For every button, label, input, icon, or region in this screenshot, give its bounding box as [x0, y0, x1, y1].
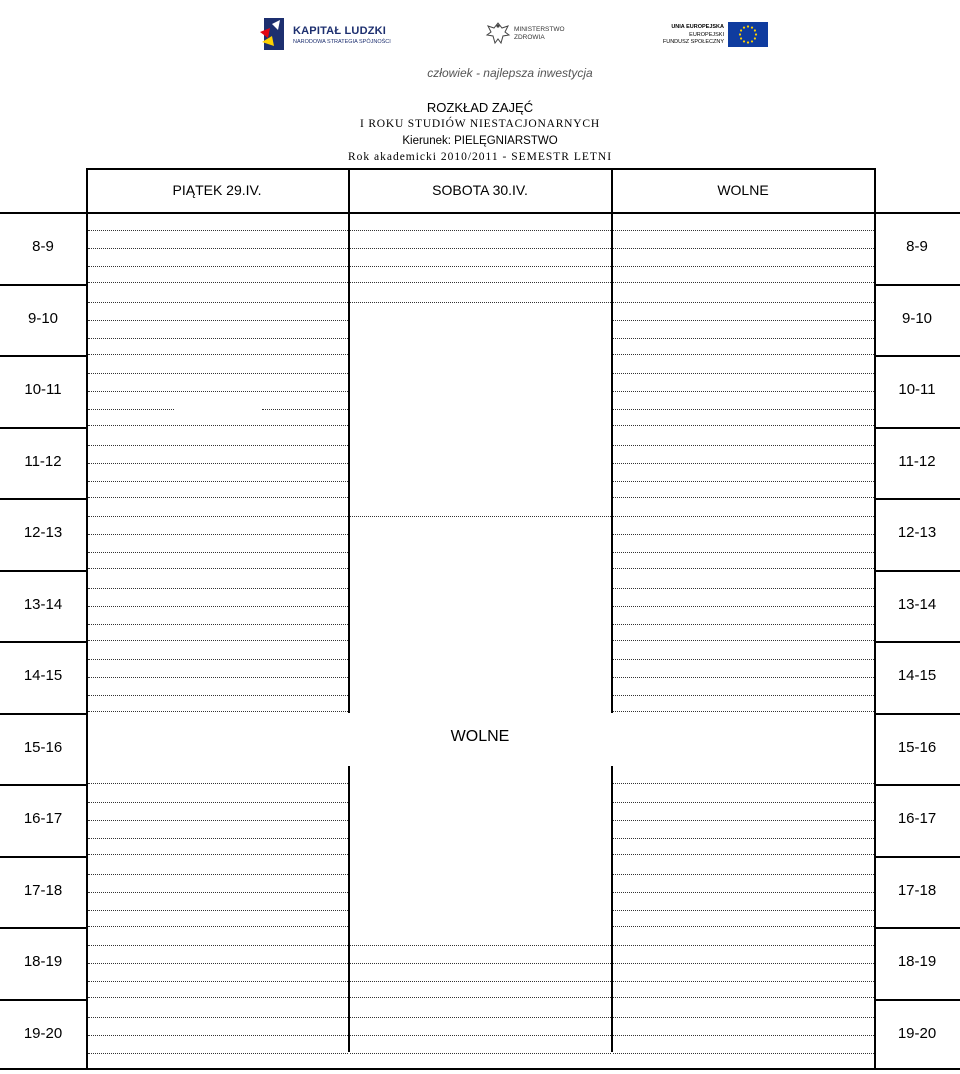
dotted-line — [88, 1053, 348, 1054]
dotted-line — [350, 230, 611, 231]
eu-star-icon — [751, 40, 753, 42]
dotted-line — [613, 945, 874, 946]
dotted-line — [88, 391, 348, 392]
dotted-line — [613, 338, 874, 339]
time-row-separator — [0, 856, 86, 858]
dotted-line — [613, 320, 874, 321]
time-row-separator — [0, 498, 86, 500]
time-label-left: 8-9 — [32, 238, 54, 255]
dotted-line — [613, 373, 874, 374]
dotted-line — [613, 640, 874, 641]
dotted-line — [88, 320, 348, 321]
header-divider-line — [348, 168, 350, 212]
time-label-left: 15-16 — [23, 738, 63, 756]
time-label-right: 19-20 — [897, 1024, 937, 1042]
dotted-line — [88, 266, 348, 267]
time-row-separator — [874, 713, 960, 715]
dotted-line — [613, 588, 874, 589]
dotted-line — [88, 910, 348, 911]
time-row-separator — [0, 713, 86, 715]
dotted-line — [88, 711, 348, 712]
unia-line2: EUROPEJSKI — [689, 32, 724, 38]
dotted-line — [350, 1053, 611, 1054]
dotted-line — [613, 926, 874, 927]
dotted-line — [88, 963, 348, 964]
eu-star-icon — [751, 26, 753, 28]
dotted-line — [88, 981, 348, 982]
time-label-right: 11-12 — [898, 452, 936, 470]
header-bottom-line — [0, 212, 960, 214]
time-label-right: 17-18 — [897, 881, 937, 899]
dotted-line — [613, 409, 874, 410]
dotted-line — [88, 534, 348, 535]
dotted-line — [613, 659, 874, 660]
time-row-separator — [0, 355, 86, 357]
eu-star-icon — [740, 29, 742, 31]
time-row-separator — [0, 427, 86, 429]
eagle-emblem-icon — [483, 20, 513, 46]
dotted-line — [613, 282, 874, 283]
dotted-line — [88, 445, 348, 446]
dotted-line — [613, 802, 874, 803]
dotted-line — [613, 552, 874, 553]
dotted-line — [88, 892, 348, 893]
dotted-line — [88, 302, 348, 303]
dotted-line — [613, 516, 874, 517]
dotted-line — [613, 997, 874, 998]
dotted-line — [88, 874, 348, 875]
dotted-line — [613, 1035, 874, 1036]
dotted-line — [88, 802, 348, 803]
time-row-separator — [0, 641, 86, 643]
dotted-line — [613, 892, 874, 893]
dotted-line — [350, 997, 611, 998]
time-row-separator — [0, 999, 86, 1001]
eu-star-icon — [740, 37, 742, 39]
dotted-line — [88, 820, 348, 821]
dotted-line — [88, 695, 348, 696]
schedule-title: ROZKŁAD ZAJĘĆ — [426, 100, 534, 115]
dotted-line — [350, 1017, 611, 1018]
header-top-line — [86, 168, 876, 170]
kapital-ludzki-emblem-icon — [258, 14, 290, 54]
dotted-line — [350, 981, 611, 982]
header-divider-line — [86, 168, 88, 212]
header-divider-line — [611, 168, 613, 212]
time-row-separator — [0, 570, 86, 572]
time-label-right: 9-10 — [901, 309, 933, 327]
ministerstwo-line2: ZDROWIA — [514, 34, 545, 41]
schedule-semester-line: Rok akademicki 2010/2011 - SEMESTR LETNI — [347, 151, 613, 163]
column-header-free: WOLNE — [717, 182, 769, 198]
schedule-year-line: I ROKU STUDIÓW NIESTACJONARNYCH — [360, 118, 600, 130]
time-label-right: 14-15 — [897, 667, 937, 684]
dotted-line — [88, 481, 348, 482]
dotted-line — [613, 568, 874, 569]
dotted-line — [613, 1053, 874, 1054]
eu-star-icon — [739, 33, 741, 35]
dotted-line — [88, 338, 348, 339]
eu-star-icon — [743, 26, 745, 28]
dotted-line — [88, 926, 348, 927]
grid-bottom-line — [0, 1068, 960, 1070]
dotted-line — [88, 248, 348, 249]
eu-star-icon — [743, 40, 745, 42]
dotted-line — [350, 1035, 611, 1036]
time-row-separator — [874, 427, 960, 429]
dotted-line — [613, 981, 874, 982]
dotted-line — [88, 373, 348, 374]
dotted-line — [613, 391, 874, 392]
dotted-line — [350, 302, 611, 303]
dotted-line — [613, 695, 874, 696]
dotted-line — [613, 963, 874, 964]
time-label-left: 11-12 — [24, 452, 62, 470]
dotted-line — [613, 425, 874, 426]
dotted-line — [88, 640, 348, 641]
time-label-left: 19-20 — [23, 1024, 63, 1042]
dotted-line — [613, 677, 874, 678]
dotted-line — [88, 282, 348, 283]
dotted-line — [613, 354, 874, 355]
time-label-right: 8-9 — [906, 238, 928, 255]
time-label-left: 16-17 — [23, 810, 63, 827]
dotted-line — [613, 445, 874, 446]
time-row-separator — [874, 570, 960, 572]
kapital-ludzki-title: KAPITAŁ LUDZKI — [293, 25, 387, 37]
dotted-line — [88, 838, 348, 839]
dotted-line — [88, 1035, 348, 1036]
time-label-left: 18-19 — [23, 953, 63, 970]
header-divider-line — [874, 168, 876, 212]
column-divider-line — [348, 212, 350, 713]
unia-line1: UNIA EUROPEJSKA — [671, 24, 724, 30]
kapital-ludzki-subtitle: NARODOWA STRATEGIA SPÓJNOŚCI — [293, 39, 391, 45]
time-label-right: 10-11 — [898, 381, 936, 398]
time-label-left: 17-18 — [23, 881, 63, 899]
time-row-separator — [0, 784, 86, 786]
time-row-separator — [874, 498, 960, 500]
time-label-right: 13-14 — [897, 595, 937, 613]
time-row-separator — [0, 284, 86, 286]
dotted-line — [88, 516, 348, 517]
dotted-line — [613, 910, 874, 911]
time-label-right: 15-16 — [897, 738, 937, 756]
dotted-line — [88, 659, 348, 660]
time-row-separator — [874, 999, 960, 1001]
time-label-left: 10-11 — [24, 381, 62, 398]
dotted-line — [88, 997, 348, 998]
time-label-right: 16-17 — [897, 810, 937, 827]
dotted-line — [350, 248, 611, 249]
dotted-line — [88, 425, 348, 426]
time-label-left: 14-15 — [23, 667, 63, 684]
unia-line3: FUNDUSZ SPOŁECZNY — [662, 39, 724, 45]
eu-star-icon — [747, 41, 749, 43]
dotted-line — [613, 230, 874, 231]
time-label-right: 18-19 — [897, 953, 937, 970]
dotted-line — [350, 266, 611, 267]
dotted-line — [88, 552, 348, 553]
dotted-line — [613, 838, 874, 839]
dotted-line — [88, 783, 348, 784]
eu-star-icon — [754, 29, 756, 31]
dotted-line — [613, 481, 874, 482]
dotted-line — [613, 624, 874, 625]
column-header-saturday: SOBOTA 30.IV. — [432, 182, 528, 198]
eu-star-icon — [754, 37, 756, 39]
grid-left-border — [86, 212, 88, 1070]
time-row-separator — [874, 927, 960, 929]
dotted-line — [88, 624, 348, 625]
dotted-line — [88, 1017, 348, 1018]
time-row-separator — [874, 355, 960, 357]
dotted-line — [88, 854, 348, 855]
dotted-line — [350, 516, 611, 517]
time-row-separator — [874, 284, 960, 286]
dotted-line — [88, 588, 348, 589]
dotted-line — [88, 497, 348, 498]
dotted-line — [350, 945, 611, 946]
dotted-line — [88, 463, 348, 464]
time-label-left: 12-13 — [23, 524, 63, 541]
dotted-line — [613, 820, 874, 821]
dotted-line — [350, 963, 611, 964]
dotted-line — [88, 354, 348, 355]
column-divider-line — [348, 766, 350, 1052]
dotted-line — [613, 1017, 874, 1018]
dotted-line — [88, 945, 348, 946]
schedule-field-line: Kierunek: PIELĘGNIARSTWO — [402, 135, 558, 147]
dotted-line — [350, 282, 611, 283]
dotted-line — [613, 874, 874, 875]
eu-star-icon — [747, 25, 749, 27]
time-row-separator — [874, 641, 960, 643]
eu-flag-icon — [728, 22, 768, 47]
time-row-separator — [874, 856, 960, 858]
dotted-line — [613, 534, 874, 535]
dotted-line — [88, 230, 348, 231]
time-label-right: 12-13 — [897, 524, 937, 541]
dotted-line — [262, 409, 348, 410]
time-label-left: 9-10 — [27, 309, 59, 327]
dotted-line — [88, 568, 348, 569]
dotted-line — [613, 266, 874, 267]
dotted-line — [613, 854, 874, 855]
dotted-line — [613, 497, 874, 498]
eu-star-icon — [755, 33, 757, 35]
tagline: człowiek - najlepsza inwestycja — [427, 66, 593, 80]
dotted-line — [613, 248, 874, 249]
dotted-line — [88, 677, 348, 678]
time-label-left: 13-14 — [23, 595, 63, 613]
dotted-line — [88, 606, 348, 607]
column-header-friday: PIĄTEK 29.IV. — [172, 182, 262, 198]
ministerstwo-line1: MINISTERSTWO — [514, 26, 565, 33]
dotted-line — [613, 783, 874, 784]
dotted-line — [613, 302, 874, 303]
dotted-line — [613, 463, 874, 464]
time-row-separator — [874, 784, 960, 786]
dotted-line — [613, 606, 874, 607]
time-row-separator — [0, 927, 86, 929]
dotted-line — [88, 409, 174, 410]
free-block-label: WOLNE — [450, 728, 510, 745]
dotted-line — [613, 711, 874, 712]
